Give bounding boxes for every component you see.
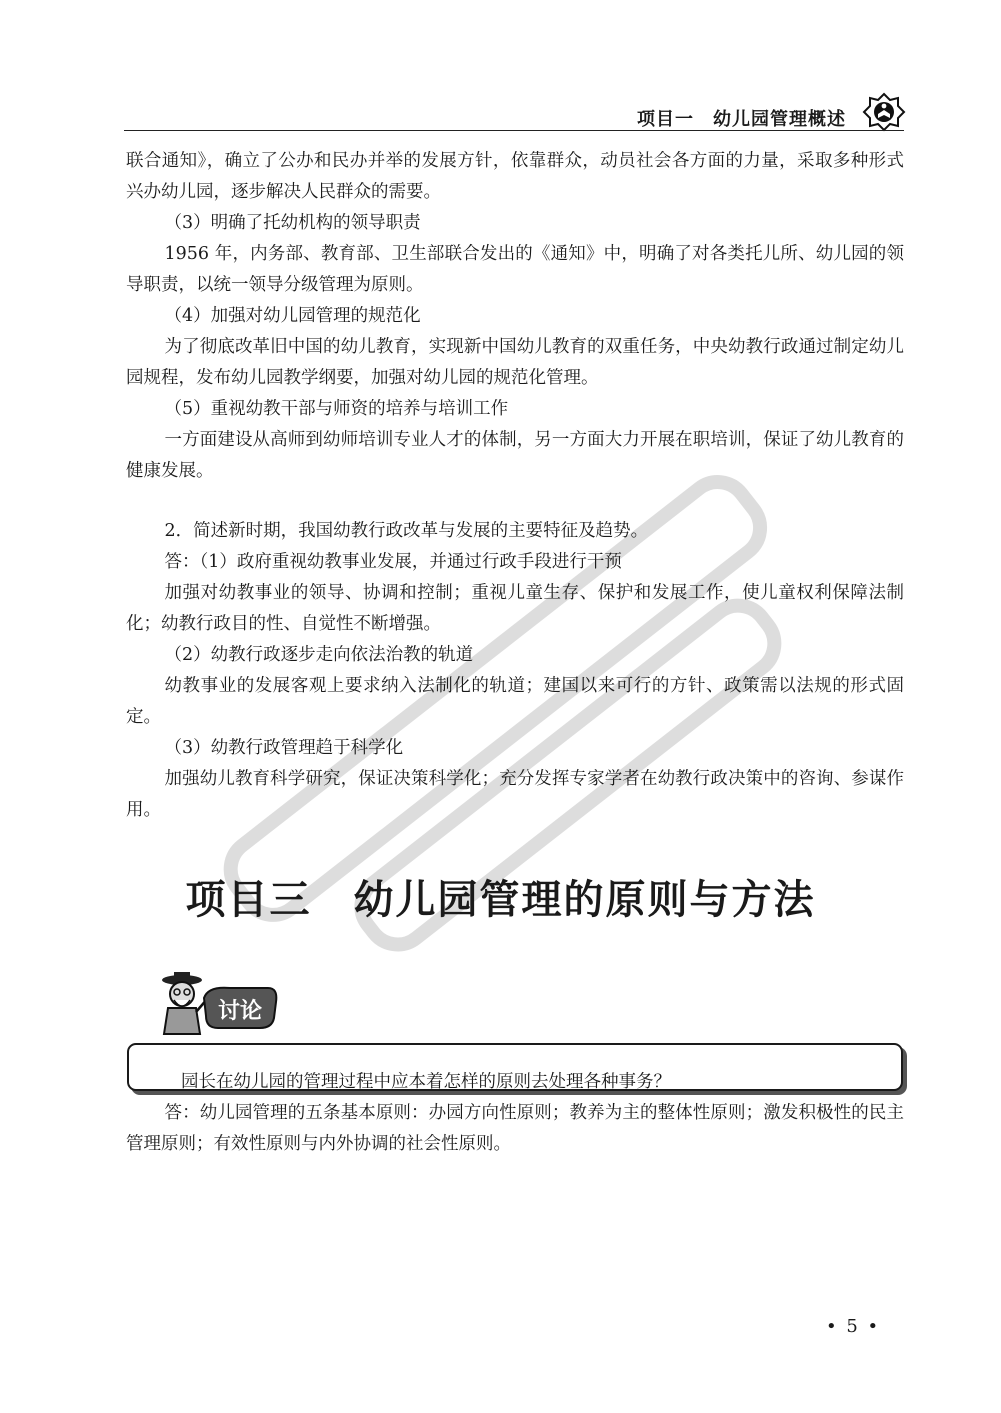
question-heading: 2．简述新时期，我国幼教行政改革与发展的主要特征及趋势。 bbox=[164, 521, 649, 541]
professor-mascot-icon bbox=[160, 968, 280, 1038]
paragraph: 加强幼儿教育科学研究，保证决策科学化；充分发挥专家学者在幼教行政决策中的咨询、参谋作用。 bbox=[126, 769, 904, 820]
subheading: （5）重视幼教干部与师资的培养与培训工作 bbox=[164, 399, 509, 419]
paragraph: 联合通知》，确立了公办和民办并举的发展方针，依靠群众，动员社会各方面的力量，采取多种形式兴办幼儿园，逐步解决人民群众的需要。 bbox=[126, 151, 904, 202]
answer-text: 答：幼儿园管理的五条基本原则：办园方向性原则；教养为主的整体性原则；激发积极性的民主管理原则；有效性原则与内外协调的社会性原则。 bbox=[126, 1103, 904, 1154]
subheading: （2）幼教行政逐步走向依法治教的轨道 bbox=[164, 645, 474, 665]
spacer bbox=[126, 487, 904, 516]
subheading: （3）明确了托幼机构的领导职责 bbox=[164, 213, 421, 233]
book-badge-icon bbox=[862, 92, 906, 132]
header-rule bbox=[124, 130, 904, 131]
answer-block bbox=[126, 1098, 904, 1160]
discuss-label: 讨论 bbox=[218, 999, 263, 1024]
discussion-question: 园长在幼儿园的管理过程中应本着怎样的原则去处理各种事务？ bbox=[181, 1072, 671, 1091]
paragraph: 1956 年，内务部、教育部、卫生部联合发出的《通知》中，明确了对各类托儿所、幼儿园的领导职责，以统一领导分级管理为原则。 bbox=[126, 244, 904, 295]
running-header-title: 项目一 幼儿园管理概述 bbox=[637, 109, 846, 130]
discussion-question-box bbox=[127, 1043, 903, 1091]
paragraph: 幼教事业的发展客观上要求纳入法制化的轨道；建国以来可行的方针、政策需以法规的形式固定。 bbox=[126, 676, 904, 727]
paragraph: 一方面建设从高师到幼师培训专业人才的体制，另一方面大力开展在职培训，保证了幼儿教育的健康发展。 bbox=[126, 430, 904, 481]
page-number: • 5 • bbox=[826, 1316, 881, 1337]
paragraph: 为了彻底改革旧中国的幼儿教育，实现新中国幼儿教育的双重任务，中央幼教行政通过制定幼儿园规程，发布幼儿园教学纲要，加强对幼儿园的规范化管理。 bbox=[126, 337, 904, 388]
paragraph: 加强对幼教事业的领导、协调和控制；重视儿童生存、保护和发展工作，使儿童权利保障法制化；幼教行政目的性、自觉性不断增强。 bbox=[126, 583, 904, 634]
subheading: （3）幼教行政管理趋于科学化 bbox=[164, 738, 404, 758]
section-title: 项目三 幼儿园管理的原则与方法 bbox=[185, 877, 816, 923]
body-text bbox=[126, 146, 904, 826]
subheading: （4）加强对幼儿园管理的规范化 bbox=[164, 306, 421, 326]
answer-heading: 答：（1）政府重视幼教事业发展，并通过行政手段进行干预 bbox=[164, 552, 622, 572]
